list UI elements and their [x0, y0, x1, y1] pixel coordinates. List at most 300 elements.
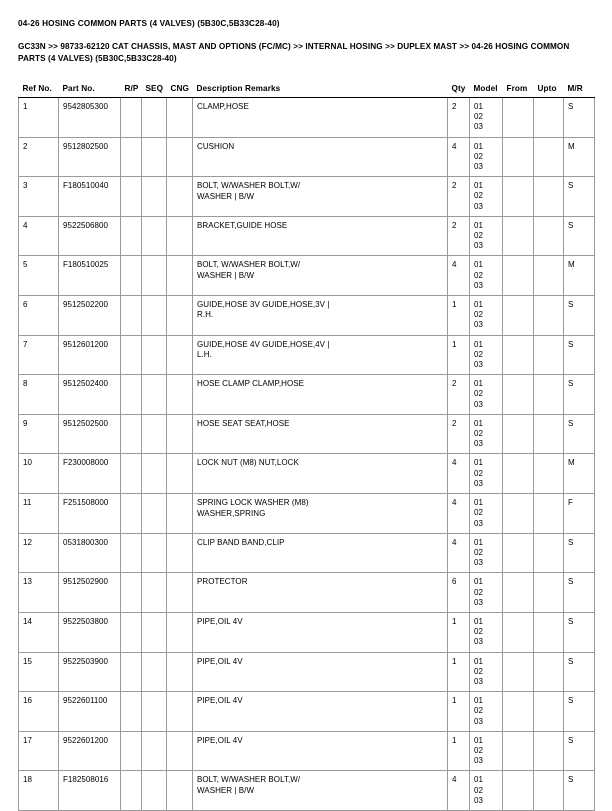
cell-upto	[534, 256, 564, 296]
table-row[interactable]	[19, 216, 595, 256]
cell-seq	[142, 375, 167, 415]
table-header	[19, 84, 595, 98]
cell-mr: S	[564, 335, 595, 375]
cell-upto	[534, 573, 564, 613]
cell-mr: S	[564, 612, 595, 652]
cell-from	[503, 771, 534, 811]
cell-from	[503, 454, 534, 494]
description-line: PROTECTOR	[197, 577, 248, 587]
cell-from	[503, 256, 534, 296]
cell-part-no: F251508000	[59, 494, 121, 534]
cell-seq	[142, 216, 167, 256]
cell-description	[193, 612, 448, 652]
description-line: GUIDE,HOSE 4V GUIDE,HOSE,4V |	[197, 339, 330, 349]
model-code: 03	[474, 122, 483, 132]
cell-cng	[167, 652, 193, 692]
cell-upto	[534, 98, 564, 138]
cell-ref-no: 10	[19, 454, 59, 494]
model-code: 01	[474, 498, 483, 508]
table-row[interactable]	[19, 256, 595, 296]
table-row[interactable]	[19, 652, 595, 692]
cell-cng	[167, 612, 193, 652]
column-header-model: Model	[470, 84, 503, 98]
description-line: PIPE,OIL 4V	[197, 735, 243, 745]
cell-cng	[167, 98, 193, 138]
cell-model	[470, 137, 503, 177]
cell-rp	[121, 731, 142, 771]
cell-seq	[142, 731, 167, 771]
cell-qty: 1	[448, 335, 470, 375]
cell-from	[503, 137, 534, 177]
cell-rp	[121, 137, 142, 177]
cell-model	[470, 692, 503, 732]
model-code: 02	[474, 349, 483, 359]
cell-ref-no: 6	[19, 296, 59, 336]
cell-ref-no: 12	[19, 533, 59, 573]
description-line: PIPE,OIL 4V	[197, 656, 243, 666]
model-code: 01	[474, 775, 483, 785]
cell-seq	[142, 335, 167, 375]
table-header-row	[19, 84, 595, 98]
cell-model	[470, 177, 503, 217]
cell-upto	[534, 454, 564, 494]
table-row[interactable]	[19, 137, 595, 177]
cell-part-no: F182508016	[59, 771, 121, 811]
table-row[interactable]	[19, 573, 595, 613]
cell-model	[470, 98, 503, 138]
cell-rp	[121, 692, 142, 732]
cell-mr: S	[564, 731, 595, 771]
cell-cng	[167, 573, 193, 613]
description-line: PIPE,OIL 4V	[197, 696, 243, 706]
cell-upto	[534, 335, 564, 375]
table-row[interactable]	[19, 335, 595, 375]
cell-seq	[142, 692, 167, 732]
page-title: 04-26 HOSING COMMON PARTS (4 VALVES) (5B30C,5B33C28-40)	[18, 19, 280, 28]
model-code: 03	[474, 597, 483, 607]
cell-rp	[121, 652, 142, 692]
cell-upto	[534, 414, 564, 454]
cell-ref-no: 17	[19, 731, 59, 771]
model-code: 03	[474, 637, 483, 647]
table-row[interactable]	[19, 533, 595, 573]
description-line: CLAMP,HOSE	[197, 102, 249, 111]
table-row[interactable]	[19, 296, 595, 336]
cell-upto	[534, 731, 564, 771]
cell-part-no: 9522506800	[59, 216, 121, 256]
column-header-mr: M/R	[564, 84, 595, 98]
cell-mr: S	[564, 98, 595, 138]
cell-cng	[167, 296, 193, 336]
cell-ref-no: 7	[19, 335, 59, 375]
cell-cng	[167, 692, 193, 732]
cell-part-no: F180510025	[59, 256, 121, 296]
cell-seq	[142, 533, 167, 573]
cell-description	[193, 335, 448, 375]
cell-mr: M	[564, 256, 595, 296]
model-code: 03	[474, 241, 483, 251]
cell-mr: S	[564, 216, 595, 256]
cell-upto	[534, 771, 564, 811]
model-code: 01	[474, 260, 483, 270]
model-code: 03	[474, 201, 483, 211]
cell-from	[503, 731, 534, 771]
cell-upto	[534, 137, 564, 177]
cell-description	[193, 296, 448, 336]
model-code: 02	[474, 191, 483, 201]
column-header-part-no: Part No.	[59, 84, 121, 98]
cell-ref-no: 11	[19, 494, 59, 534]
table-row[interactable]	[19, 731, 595, 771]
cell-seq	[142, 98, 167, 138]
cell-mr: F	[564, 494, 595, 534]
description-line: L.H.	[197, 350, 212, 360]
cell-qty: 1	[448, 731, 470, 771]
table-row[interactable]	[19, 692, 595, 732]
cell-cng	[167, 414, 193, 454]
model-code: 03	[474, 478, 483, 488]
cell-from	[503, 573, 534, 613]
table-row[interactable]	[19, 177, 595, 217]
cell-part-no: 9512502200	[59, 296, 121, 336]
description-line: WASHER,SPRING	[197, 508, 266, 518]
cell-qty: 4	[448, 454, 470, 494]
table-row[interactable]	[19, 414, 595, 454]
cell-from	[503, 98, 534, 138]
cell-ref-no: 8	[19, 375, 59, 415]
model-code: 01	[474, 181, 483, 191]
cell-upto	[534, 692, 564, 732]
cell-upto	[534, 652, 564, 692]
cell-description	[193, 216, 448, 256]
model-code: 01	[474, 577, 483, 587]
description-line: BRACKET,GUIDE HOSE	[197, 220, 288, 230]
description-line: BOLT, W/WASHER BOLT,W/	[197, 260, 301, 270]
cell-ref-no: 18	[19, 771, 59, 811]
model-code: 01	[474, 616, 483, 626]
model-code: 02	[474, 745, 483, 755]
model-code: 03	[474, 320, 483, 330]
cell-description	[193, 98, 448, 138]
cell-model	[470, 296, 503, 336]
table-row[interactable]	[19, 98, 595, 138]
cell-mr: S	[564, 771, 595, 811]
model-code: 03	[474, 518, 483, 528]
cell-ref-no: 1	[19, 98, 59, 138]
model-code: 02	[474, 310, 483, 320]
model-code: 02	[474, 666, 483, 676]
model-code: 01	[474, 418, 483, 428]
cell-description	[193, 137, 448, 177]
cell-from	[503, 612, 534, 652]
description-line: BOLT, W/WASHER BOLT,W/	[197, 181, 301, 191]
cell-seq	[142, 177, 167, 217]
cell-part-no: F180510040	[59, 177, 121, 217]
model-code: 03	[474, 558, 483, 568]
cell-seq	[142, 573, 167, 613]
model-code: 03	[474, 399, 483, 409]
model-code: 01	[474, 458, 483, 468]
cell-model	[470, 533, 503, 573]
cell-part-no: 9522601100	[59, 692, 121, 732]
cell-model	[470, 414, 503, 454]
cell-cng	[167, 375, 193, 415]
cell-cng	[167, 335, 193, 375]
cell-part-no: 9512502900	[59, 573, 121, 613]
column-header-seq: SEQ	[142, 84, 167, 98]
cell-rp	[121, 414, 142, 454]
cell-rp	[121, 771, 142, 811]
cell-description	[193, 454, 448, 494]
cell-rp	[121, 454, 142, 494]
cell-qty: 4	[448, 533, 470, 573]
cell-seq	[142, 137, 167, 177]
cell-qty: 2	[448, 375, 470, 415]
model-code: 02	[474, 547, 483, 557]
description-line: LOCK NUT (M8) NUT,LOCK	[197, 458, 299, 468]
cell-part-no: 9512502400	[59, 375, 121, 415]
column-header-rp: R/P	[121, 84, 142, 98]
cell-part-no: 9542805300	[59, 98, 121, 138]
model-code: 01	[474, 339, 483, 349]
cell-description	[193, 652, 448, 692]
table-row[interactable]	[19, 454, 595, 494]
cell-from	[503, 494, 534, 534]
model-code: 01	[474, 220, 483, 230]
cell-mr: S	[564, 533, 595, 573]
cell-from	[503, 375, 534, 415]
parts-table	[18, 84, 595, 811]
cell-seq	[142, 256, 167, 296]
cell-description	[193, 375, 448, 415]
cell-rp	[121, 612, 142, 652]
cell-model	[470, 375, 503, 415]
cell-qty: 4	[448, 494, 470, 534]
cell-part-no: 9512502500	[59, 414, 121, 454]
cell-from	[503, 692, 534, 732]
model-code: 02	[474, 468, 483, 478]
description-line: SPRING LOCK WASHER (M8)	[197, 498, 309, 508]
cell-mr: M	[564, 137, 595, 177]
cell-upto	[534, 296, 564, 336]
cell-model	[470, 731, 503, 771]
model-code: 03	[474, 280, 483, 290]
model-code: 01	[474, 300, 483, 310]
column-header-upto: Upto	[534, 84, 564, 98]
cell-model	[470, 216, 503, 256]
model-code: 03	[474, 676, 483, 686]
cell-part-no: F230008000	[59, 454, 121, 494]
cell-qty: 1	[448, 652, 470, 692]
cell-rp	[121, 216, 142, 256]
cell-rp	[121, 375, 142, 415]
parts-table-container	[18, 84, 594, 811]
model-code: 03	[474, 360, 483, 370]
model-code: 02	[474, 389, 483, 399]
cell-rp	[121, 573, 142, 613]
model-code: 01	[474, 735, 483, 745]
cell-cng	[167, 216, 193, 256]
cell-model	[470, 573, 503, 613]
cell-qty: 6	[448, 573, 470, 613]
description-line: CUSHION	[197, 141, 235, 151]
cell-description	[193, 494, 448, 534]
cell-upto	[534, 216, 564, 256]
cell-mr: M	[564, 454, 595, 494]
cell-rp	[121, 177, 142, 217]
cell-qty: 4	[448, 137, 470, 177]
table-row[interactable]	[19, 494, 595, 534]
cell-part-no: 9522503800	[59, 612, 121, 652]
cell-description	[193, 414, 448, 454]
description-line: GUIDE,HOSE 3V GUIDE,HOSE,3V |	[197, 300, 330, 310]
cell-description	[193, 692, 448, 732]
cell-seq	[142, 414, 167, 454]
cell-part-no: 9522601200	[59, 731, 121, 771]
cell-upto	[534, 177, 564, 217]
table-row[interactable]	[19, 612, 595, 652]
cell-cng	[167, 454, 193, 494]
cell-from	[503, 177, 534, 217]
model-code: 03	[474, 756, 483, 766]
cell-rp	[121, 335, 142, 375]
cell-cng	[167, 494, 193, 534]
description-line: WASHER | B/W	[197, 191, 255, 201]
cell-cng	[167, 256, 193, 296]
table-row[interactable]	[19, 375, 595, 415]
cell-from	[503, 414, 534, 454]
cell-part-no: 0531800300	[59, 533, 121, 573]
cell-rp	[121, 98, 142, 138]
cell-from	[503, 533, 534, 573]
cell-from	[503, 216, 534, 256]
cell-model	[470, 771, 503, 811]
table-body	[19, 98, 595, 811]
cell-cng	[167, 137, 193, 177]
model-code: 01	[474, 379, 483, 389]
cell-mr: S	[564, 573, 595, 613]
cell-from	[503, 652, 534, 692]
cell-seq	[142, 612, 167, 652]
cell-description	[193, 177, 448, 217]
cell-model	[470, 256, 503, 296]
model-code: 02	[474, 112, 483, 122]
cell-from	[503, 335, 534, 375]
cell-rp	[121, 296, 142, 336]
cell-ref-no: 14	[19, 612, 59, 652]
model-code: 02	[474, 508, 483, 518]
cell-seq	[142, 652, 167, 692]
cell-ref-no: 3	[19, 177, 59, 217]
column-header-description: Description Remarks	[193, 84, 448, 98]
model-code: 02	[474, 270, 483, 280]
cell-cng	[167, 731, 193, 771]
description-line: WASHER | B/W	[197, 785, 255, 795]
column-header-ref-no: Ref No.	[19, 84, 59, 98]
column-header-cng: CNG	[167, 84, 193, 98]
cell-qty: 1	[448, 692, 470, 732]
cell-rp	[121, 494, 142, 534]
cell-cng	[167, 177, 193, 217]
model-code: 02	[474, 231, 483, 241]
cell-qty: 1	[448, 612, 470, 652]
cell-part-no: 9512802500	[59, 137, 121, 177]
model-code: 02	[474, 587, 483, 597]
table-row[interactable]	[19, 771, 595, 811]
cell-model	[470, 335, 503, 375]
cell-ref-no: 16	[19, 692, 59, 732]
model-code: 03	[474, 795, 483, 805]
cell-cng	[167, 533, 193, 573]
cell-part-no: 9522503900	[59, 652, 121, 692]
cell-mr: S	[564, 414, 595, 454]
description-line: BOLT, W/WASHER BOLT,W/	[197, 775, 301, 785]
model-code: 01	[474, 102, 483, 111]
cell-from	[503, 296, 534, 336]
cell-seq	[142, 494, 167, 534]
description-line: CLIP BAND BAND,CLIP	[197, 537, 285, 547]
column-header-qty: Qty	[448, 84, 470, 98]
model-code: 03	[474, 439, 483, 449]
column-header-from: From	[503, 84, 534, 98]
cell-ref-no: 13	[19, 573, 59, 613]
cell-qty: 4	[448, 256, 470, 296]
cell-description	[193, 256, 448, 296]
cell-upto	[534, 533, 564, 573]
cell-qty: 2	[448, 414, 470, 454]
model-code: 01	[474, 537, 483, 547]
cell-qty: 2	[448, 98, 470, 138]
cell-qty: 2	[448, 177, 470, 217]
cell-seq	[142, 771, 167, 811]
cell-upto	[534, 494, 564, 534]
model-code: 02	[474, 785, 483, 795]
model-code: 02	[474, 429, 483, 439]
model-code: 02	[474, 151, 483, 161]
cell-ref-no: 2	[19, 137, 59, 177]
cell-rp	[121, 256, 142, 296]
cell-qty: 1	[448, 296, 470, 336]
cell-seq	[142, 454, 167, 494]
cell-model	[470, 454, 503, 494]
description-line: PIPE,OIL 4V	[197, 616, 243, 626]
model-code: 03	[474, 716, 483, 726]
cell-cng	[167, 771, 193, 811]
description-line: R.H.	[197, 310, 214, 320]
cell-qty: 4	[448, 771, 470, 811]
cell-mr: S	[564, 177, 595, 217]
cell-ref-no: 9	[19, 414, 59, 454]
breadcrumb: GC33N >> 98733-62120 CAT CHASSIS, MAST AND OPTIONS (FC/MC) >> INTERNAL HOSING >> DUPLEX MAST >> 04-26 HOSING COMMON PARTS (4 VALVES) (5B30C,5B33C28-40)	[18, 42, 570, 63]
model-code: 03	[474, 162, 483, 172]
model-code: 01	[474, 656, 483, 666]
model-code: 02	[474, 706, 483, 716]
cell-mr: S	[564, 375, 595, 415]
description-line: HOSE CLAMP CLAMP,HOSE	[197, 379, 305, 389]
cell-ref-no: 5	[19, 256, 59, 296]
cell-upto	[534, 612, 564, 652]
model-code: 01	[474, 141, 483, 151]
cell-description	[193, 533, 448, 573]
cell-model	[470, 494, 503, 534]
description-line: HOSE SEAT SEAT,HOSE	[197, 418, 290, 428]
cell-model	[470, 652, 503, 692]
cell-seq	[142, 296, 167, 336]
model-code: 01	[474, 696, 483, 706]
cell-mr: S	[564, 296, 595, 336]
cell-mr: S	[564, 692, 595, 732]
cell-description	[193, 573, 448, 613]
